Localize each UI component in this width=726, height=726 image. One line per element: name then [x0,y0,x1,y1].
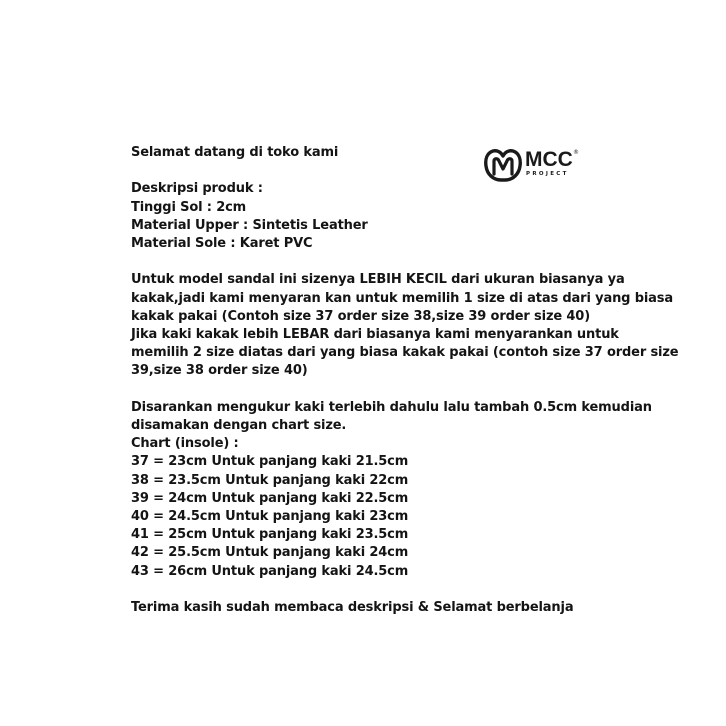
product-heading: Deskripsi produk : [131,181,263,197]
logo-wordmark: MCC [525,148,573,171]
size-chart-row: 38 = 23.5cm Untuk panjang kaki 22cm [131,472,409,488]
size-chart-row: 43 = 26cm Untuk panjang kaki 24.5cm [131,563,409,579]
spacer [131,381,671,399]
size-chart-row: 40 = 24.5cm Untuk panjang kaki 23cm [131,509,409,525]
spacer [131,253,671,271]
measure-note-line: Disarankan mengukur kaki terlebih dahulu lalu tambah 0.5cm kemudian [131,399,652,415]
size-chart-row: 42 = 25.5cm Untuk panjang kaki 24cm [131,545,409,561]
spec-upper-material: Material Upper : Sintetis Leather [131,217,368,233]
size-note-line: Jika kaki kakak lebih LEBAR dari biasanya kami menyarankan untuk [131,327,619,342]
size-chart-row: 39 = 24cm Untuk panjang kaki 22.5cm [131,490,409,506]
closing-message: Terima kasih sudah membaca deskripsi & Selamat berbelanja [131,600,574,616]
greeting: Selamat datang di toko kami [131,145,339,160]
spacer [131,581,671,599]
spacer [131,162,671,180]
size-note-line: kakak,jadi kami menyaran kan untuk memilih 1 size di atas dari yang biasa [131,290,674,306]
size-chart-row: 37 = 23cm Untuk panjang kaki 21.5cm [131,454,409,470]
logo-subtitle: PROJECT [526,171,569,177]
size-note-line: Untuk model sandal ini sizenya LEBIH KECIL dari ukuran biasanya ya [131,272,625,288]
spec-sole-height: Tinggi Sol : 2cm [131,199,247,215]
measure-note-line: disamakan dengan chart size. [131,418,347,433]
size-chart-row: 41 = 25cm Untuk panjang kaki 23.5cm [131,527,409,543]
chart-heading: Chart (insole) : [131,436,239,452]
size-note-line: 39,size 38 order size 40) [131,363,308,379]
size-note-line: kakak pakai (Contoh size 37 order size 38,size 39 order size 40) [131,308,590,324]
size-note-line: memilih 2 size diatas dari yang biasa kakak pakai (contoh size 37 order size [131,345,679,361]
product-description [131,144,679,617]
registered-mark: ® [573,149,579,156]
spec-sole-material: Material Sole : Karet PVC [131,236,313,251]
